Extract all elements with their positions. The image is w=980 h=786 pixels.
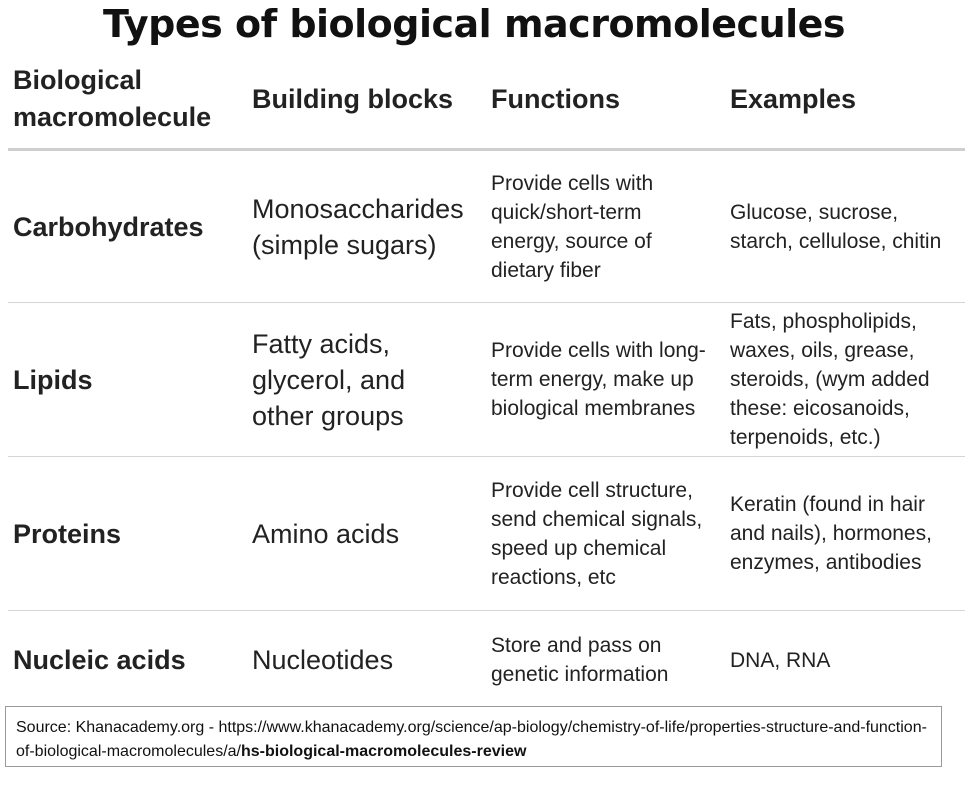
row-functions: Provide cell structure, send chemical signals, speed up chemical reactions, etc	[491, 478, 703, 589]
row-name: Proteins	[13, 518, 122, 549]
row-name: Nucleic acids	[13, 645, 186, 675]
row-functions: Provide cells with long- term energy, make up biological membranes	[491, 339, 706, 420]
row-examples: Fats, phospholipids, waxes, oils, grease, steroids, (wym added these: eicosanoids, terpenoids, etc.)	[730, 310, 930, 449]
page-title: Types of biological macromolecules	[102, 2, 846, 46]
row-functions: Store and pass on genetic information	[491, 634, 669, 686]
table-row	[8, 152, 965, 302]
row-building-blocks: Amino acids	[252, 518, 400, 549]
source-url: Source: Khanacademy.org - https://www.khanacademy.org/science/ap-biology/chemistry-of-life/properties-structure-and-function-of-biological-macromolecules/a/	[16, 719, 927, 760]
source-citation	[5, 706, 942, 767]
header-functions: Functions	[491, 84, 620, 114]
row-building-blocks: Monosaccharides (simple sugars)	[252, 194, 464, 260]
table-row	[8, 457, 965, 610]
header-building-blocks: Building blocks	[252, 84, 454, 114]
table-row	[8, 303, 965, 456]
row-building-blocks: Nucleotides	[252, 645, 394, 675]
row-name: Lipids	[13, 364, 93, 395]
row-building-blocks: Fatty acids, glycerol, and other groups	[252, 328, 406, 431]
source-url-bold: hs-biological-macromolecules-review	[240, 743, 527, 760]
header-divider	[8, 148, 965, 151]
header-examples: Examples	[730, 84, 857, 114]
header-macromolecule: Biological macromolecule	[13, 65, 212, 132]
row-functions: Provide cells with quick/short-term energy, source of dietary fiber	[491, 172, 654, 282]
row-examples: DNA, RNA	[730, 648, 831, 672]
row-examples: Keratin (found in hair and nails), hormones, enzymes, antibodies	[730, 493, 932, 574]
row-examples: Glucose, sucrose, starch, cellulose, chitin	[730, 201, 942, 253]
row-name: Carbohydrates	[13, 212, 204, 242]
